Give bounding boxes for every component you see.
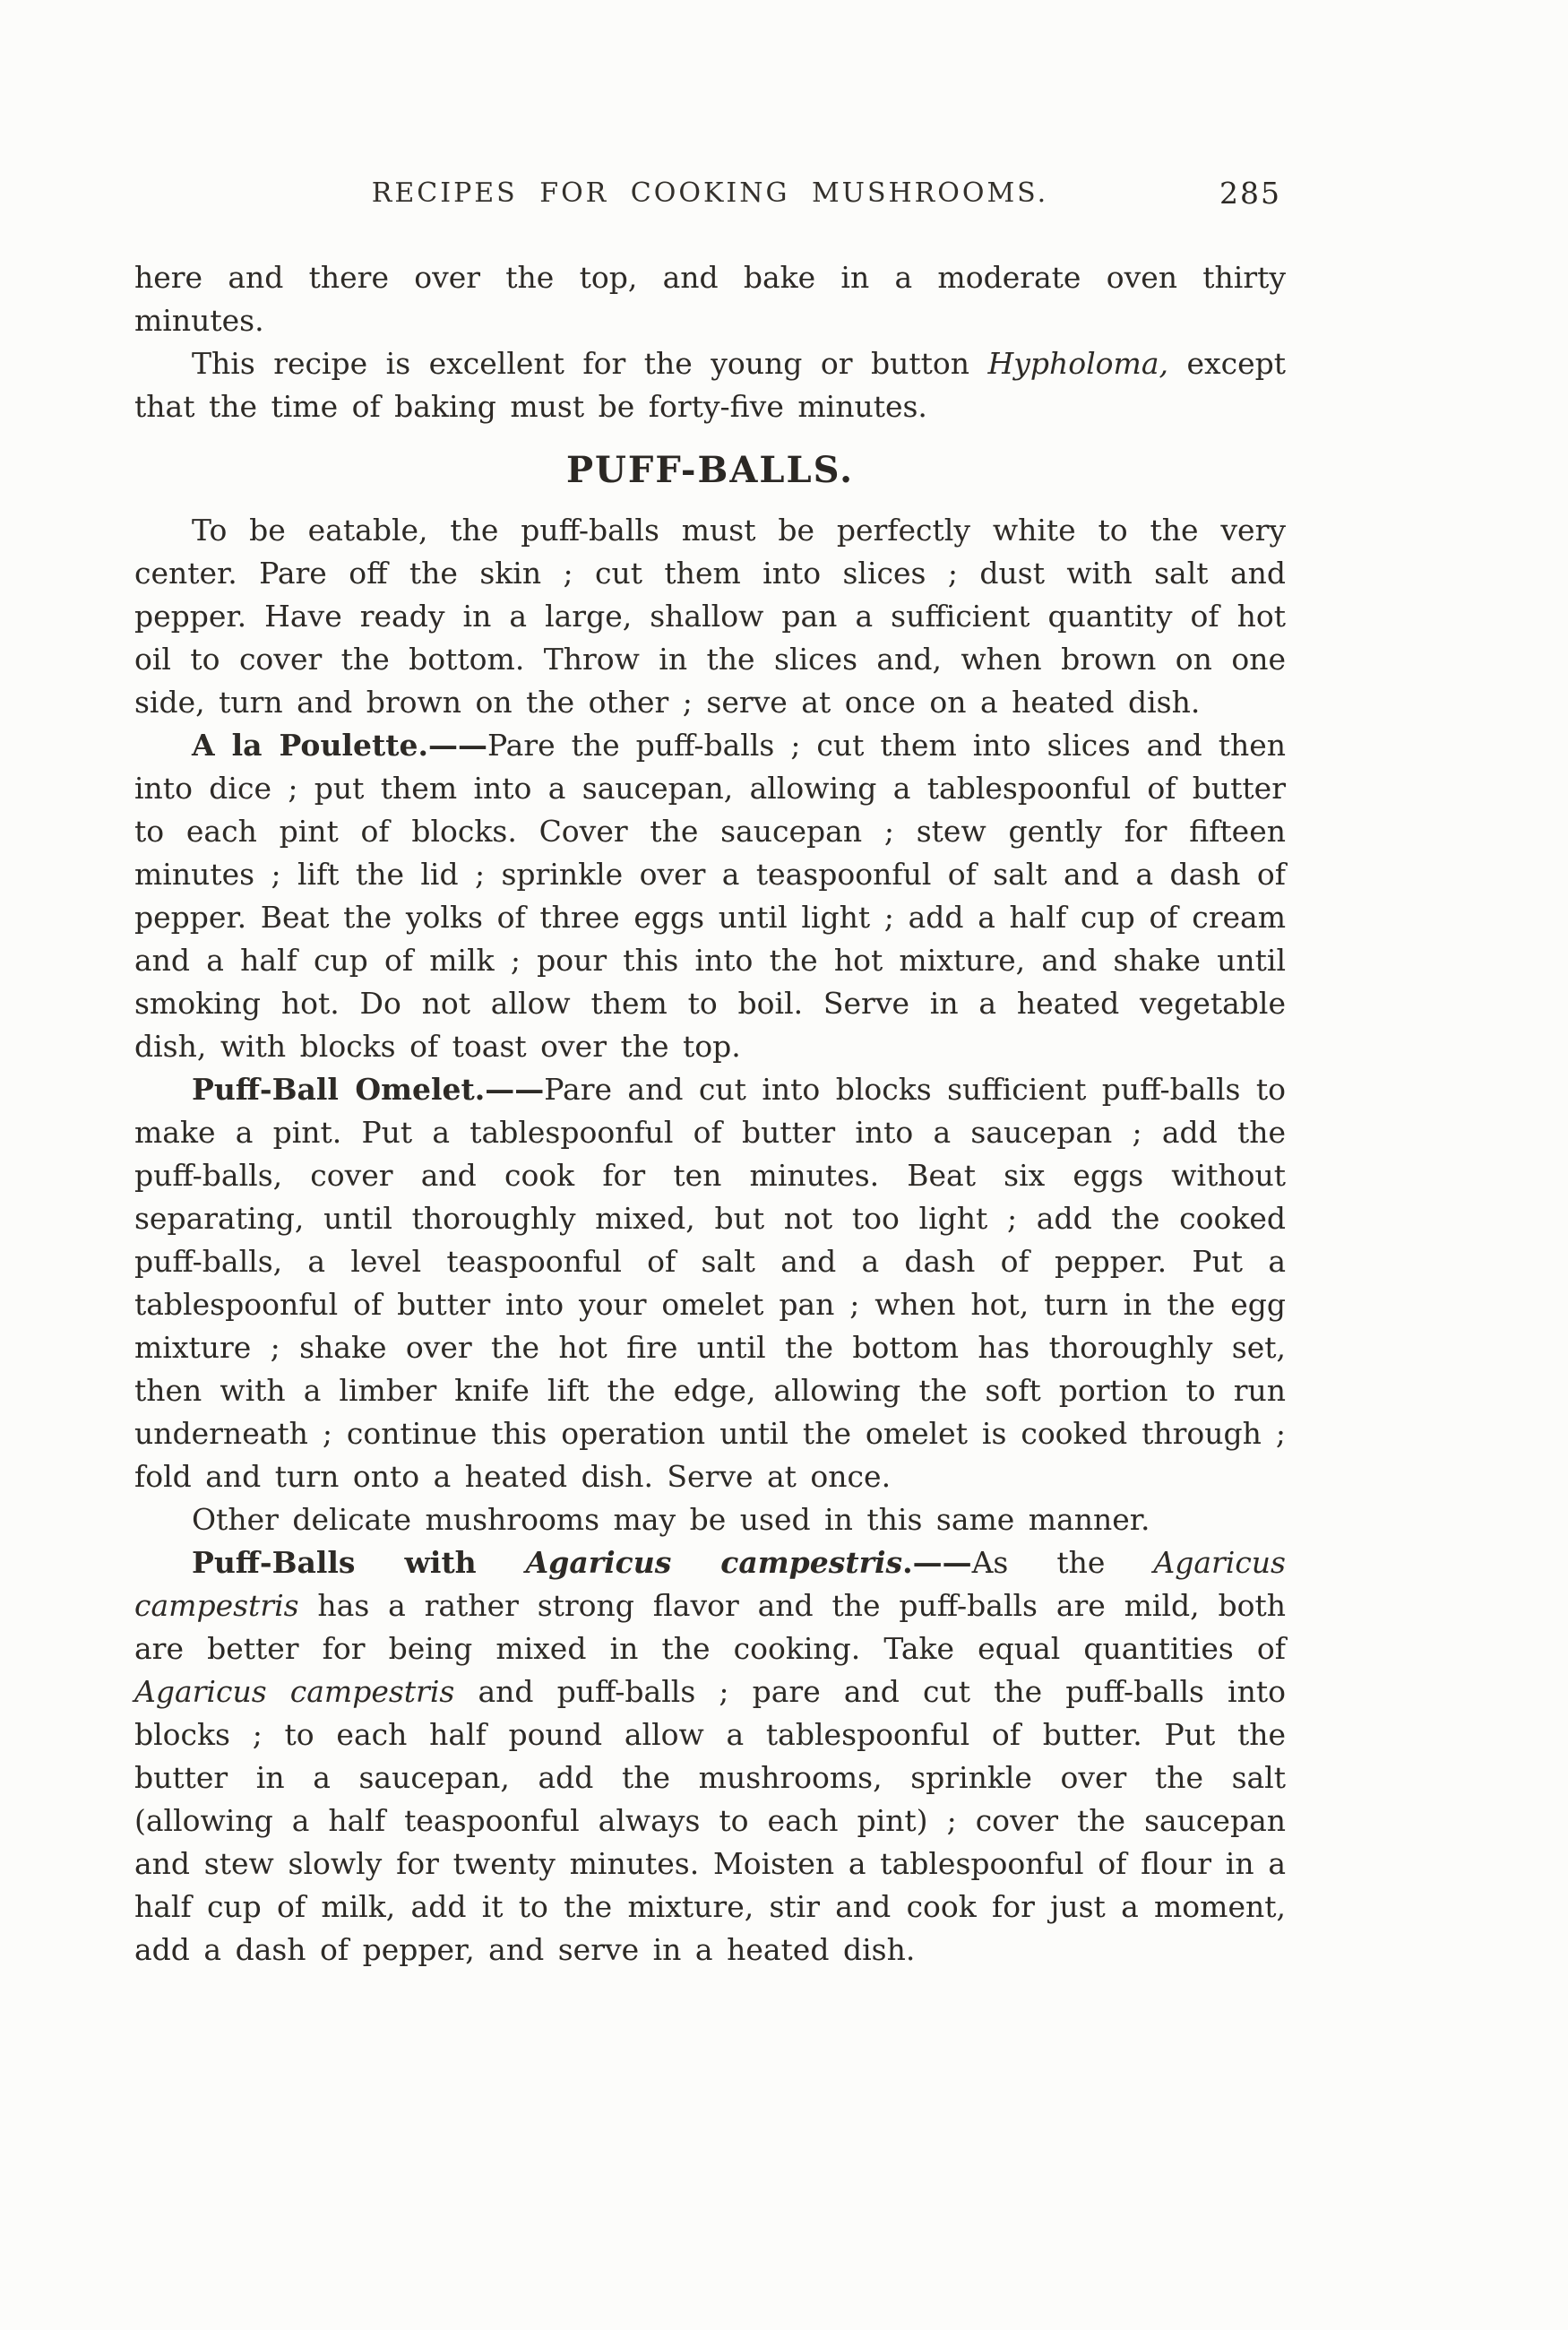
text-segment: Puff-Balls with <box>192 1545 526 1580</box>
running-title: RECIPES FOR COOKING MUSHROOMS. <box>371 177 1049 209</box>
text-segment: .—— <box>902 1545 972 1580</box>
text-segment: has a rather strong flavor and the puff-balls are mild, both are better for being mixed in the cooking. Take equal quantities of <box>134 1588 1286 1666</box>
text-segment: This recipe is excellent for the young or button <box>192 346 988 381</box>
text-segment: Hypholoma, <box>987 346 1168 381</box>
text-segment: Agaricus campestris <box>525 1545 903 1580</box>
page-header <box>134 177 1286 222</box>
text-segment: except that the time of baking must be forty-five minutes. <box>134 346 1287 424</box>
paragraph <box>134 342 1286 428</box>
paragraph <box>134 256 1286 342</box>
text-segment: Agaricus campestris <box>134 1674 455 1709</box>
page-content <box>134 256 1286 1972</box>
text-segment: Agaricus campestris <box>134 1545 1286 1623</box>
text-segment: Pare the puff-balls ; cut them into slices and then into dice ; put them into a saucepan, allowing a tablespoonful of butter to each pint of blocks. Cover the saucepan ; stew gently for fifteen minutes ; lift the lid ; sprinkle over a teaspoonful of salt and a dash of pepper. Beat the yolks of three eggs until light ; add a half cup of cream and a half cup of milk ; pour this into the hot mixture, and shake until smoking hot. Do not allow them to boil. Serve in a heated vegetable dish, with blocks of toast over the top. <box>134 728 1286 1064</box>
paragraph <box>134 509 1286 724</box>
section-heading: PUFF-BALLS. <box>565 449 855 491</box>
page-number: 285 <box>1219 176 1281 211</box>
text-segment: As the <box>971 1545 1154 1580</box>
text-segment: Puff-Ball Omelet.—— <box>192 1072 545 1107</box>
paragraph <box>134 1541 1286 1972</box>
text-segment: To be eatable, the puff-balls must be perfectly white to the very center. Pare off the skin ; cut them into slices ; dust with salt and pepper. Have ready in a large, shallow pan a sufficient quantity of hot oil to cover the bottom. Throw in the slices and, when brown on one side, turn and brown on the other ; serve at once on a heated dish. <box>134 513 1286 720</box>
paragraph <box>134 724 1286 1068</box>
paragraph <box>134 1068 1286 1498</box>
text-segment: and puff-balls ; pare and cut the puff-balls into blocks ; to each half pound allow a tablespoonful of butter. Put the butter in a saucepan, add the mushrooms, sprinkle over the salt (allowing a half teaspoonful always to each pint) ; cover the saucepan and stew slowly for twenty minutes. Moisten a tablespoonful of flour in a half cup of milk, add it to the mixture, stir and cook for just a moment, add a dash of pepper, and serve in a heated dish. <box>134 1674 1286 1967</box>
text-segment: Other delicate mushrooms may be used in this same manner. <box>192 1502 1150 1537</box>
text-segment: here and there over the top, and bake in a moderate oven thirty minutes. <box>134 260 1286 338</box>
text-segment: Pare and cut into blocks sufficient puff-balls to make a pint. Put a tablespoonful of butter into a saucepan ; add the puff-balls, cover and cook for ten minutes. Beat six eggs without separating, until thoroughly mixed, but not too light ; add the cooked puff-balls, a level teaspoonful of salt and a dash of pepper. Put a tablespoonful of butter into your omelet pan ; when hot, turn in the egg mixture ; shake over the hot fire until the bottom has thoroughly set, then with a limber knife lift the edge, allowing the soft portion to run underneath ; continue this operation until the omelet is cooked through ; fold and turn onto a heated dish. Serve at once. <box>134 1072 1286 1494</box>
text-segment: A la Poulette.—— <box>192 728 487 763</box>
paragraph <box>134 1498 1286 1541</box>
